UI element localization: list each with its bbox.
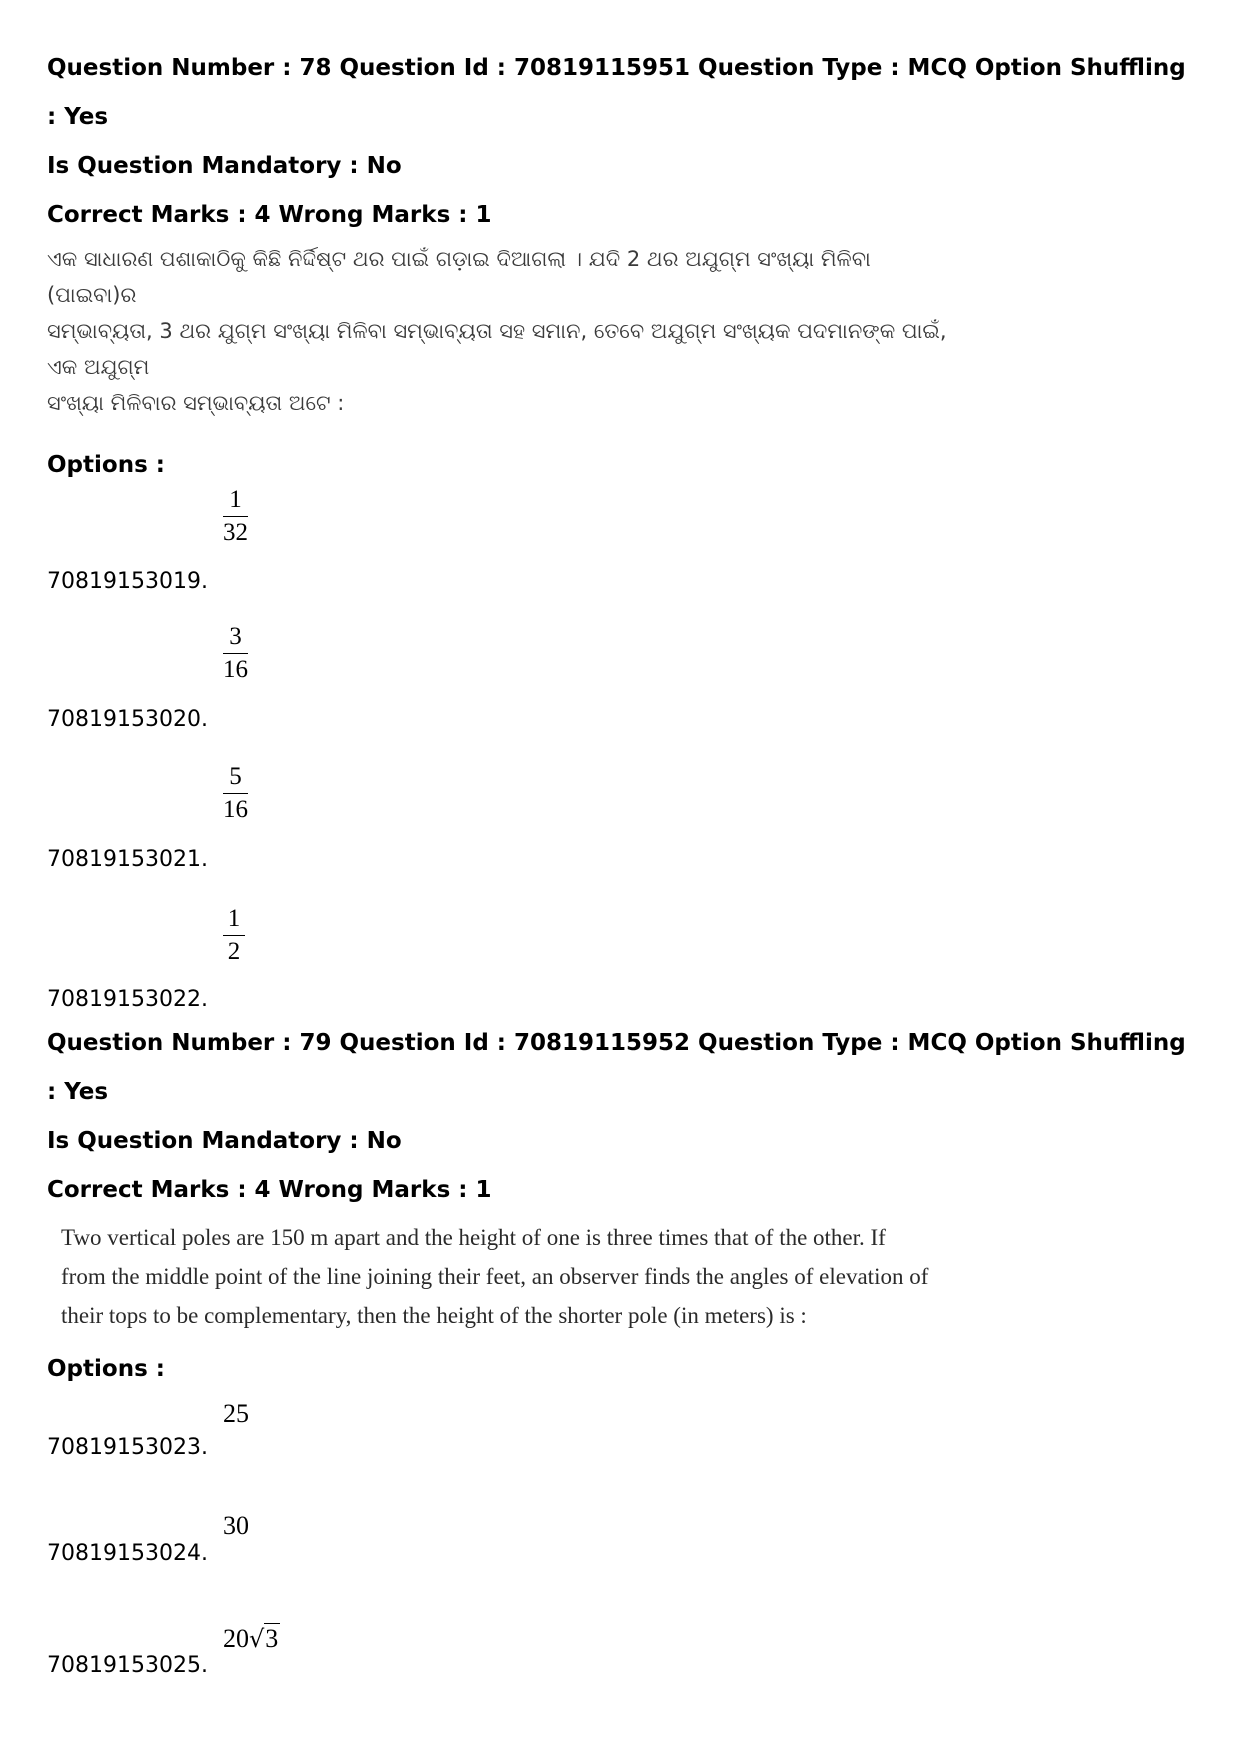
stem-line: ସଂଖ୍ୟା ମିଳିବାର ସମ୍ଭାବ୍ୟତା ଅଟେ : <box>47 391 345 415</box>
question-mandatory: Is Question Mandatory : No <box>47 1128 402 1154</box>
option-row[interactable] <box>47 879 1200 1019</box>
question-stem <box>47 241 947 421</box>
option-row[interactable] <box>47 1571 1200 1683</box>
stem-line: Two vertical poles are 150 m apart and the height of one is three times that of the other. If <box>61 1225 886 1250</box>
options-label: Options : <box>47 1356 165 1382</box>
value-coefficient: 20 <box>223 1624 249 1653</box>
option-id: 70819153025. <box>47 1653 208 1678</box>
fraction-denominator: 16 <box>223 656 248 683</box>
option-row[interactable] <box>47 739 1200 879</box>
fraction-numerator: 1 <box>227 905 241 932</box>
radicand: 3 <box>265 1624 279 1653</box>
question-stem <box>61 1218 941 1335</box>
fraction-denominator: 32 <box>223 519 248 546</box>
option-id: 70819153019. <box>47 569 208 594</box>
option-fraction <box>223 904 245 967</box>
stem-line: ଏକ ସାଧାରଣ ପଶାକାଠିକୁ କିଛି ନିର୍ଦ୍ଦିଷ୍ଟ ଥର ପାଇଁ ଗଡ଼ାଇ ଦିଆଗଲା । ଯଦି 2 ଥର ଅଯୁଗ୍ମ ସଂଖ୍ୟା ମିଳିବା (ପାଇବା)ର <box>47 247 871 307</box>
fraction-denominator: 2 <box>227 938 241 965</box>
question-header: Question Number : 78 Question Id : 70819115951 Question Type : MCQ Option Shuffling : Yes <box>47 55 1186 130</box>
fraction-bar <box>223 935 245 936</box>
option-row[interactable] <box>47 1393 1200 1463</box>
option-id: 70819153020. <box>47 707 208 732</box>
option-id: 70819153021. <box>47 847 208 872</box>
option-row[interactable] <box>47 599 1200 739</box>
option-id: 70819153023. <box>47 1435 208 1460</box>
question-78 <box>47 44 1200 1019</box>
option-row[interactable] <box>47 483 1200 599</box>
stem-line: from the middle point of the line joining their feet, an observer finds the angles of elevation of <box>61 1264 929 1289</box>
fraction-denominator: 16 <box>223 796 248 823</box>
fraction-bar <box>223 653 248 654</box>
question-79 <box>47 1019 1200 1683</box>
question-header: Question Number : 79 Question Id : 70819115952 Question Type : MCQ Option Shuffling : Yes <box>47 1030 1186 1105</box>
option-row[interactable] <box>47 1463 1200 1571</box>
fraction-bar <box>223 516 248 517</box>
option-value: 25 <box>223 1399 249 1428</box>
fraction-bar <box>223 793 248 794</box>
fraction-numerator: 3 <box>229 623 242 650</box>
option-id: 70819153024. <box>47 1541 208 1566</box>
option-fraction <box>223 622 248 685</box>
fraction-numerator: 1 <box>229 486 242 513</box>
question-marks: Correct Marks : 4 Wrong Marks : 1 <box>47 1177 492 1203</box>
options-label: Options : <box>47 452 165 478</box>
fraction-numerator: 5 <box>229 763 242 790</box>
radical-sign: √ <box>249 1625 265 1653</box>
question-marks: Correct Marks : 4 Wrong Marks : 1 <box>47 202 492 228</box>
option-id: 70819153022. <box>47 987 208 1012</box>
stem-line: ସମ୍ଭାବ୍ୟତା, 3 ଥର ଯୁଗ୍ମ ସଂଖ୍ୟା ମିଳିବା ସମ୍ଭାବ୍ୟତା ସହ ସମାନ, ତେବେ ଅଯୁଗ୍ମ ସଂଖ୍ୟକ ପଦମାନଙ୍କ ପାଇଁ, ଏକ ଅଯୁଗ୍ମ <box>47 319 947 379</box>
question-mandatory: Is Question Mandatory : No <box>47 153 402 179</box>
option-fraction <box>223 485 248 548</box>
option-fraction <box>223 762 248 825</box>
option-value <box>223 1623 280 1654</box>
option-value: 30 <box>223 1511 249 1540</box>
stem-line: their tops to be complementary, then the height of the shorter pole (in meters) is : <box>61 1303 807 1328</box>
